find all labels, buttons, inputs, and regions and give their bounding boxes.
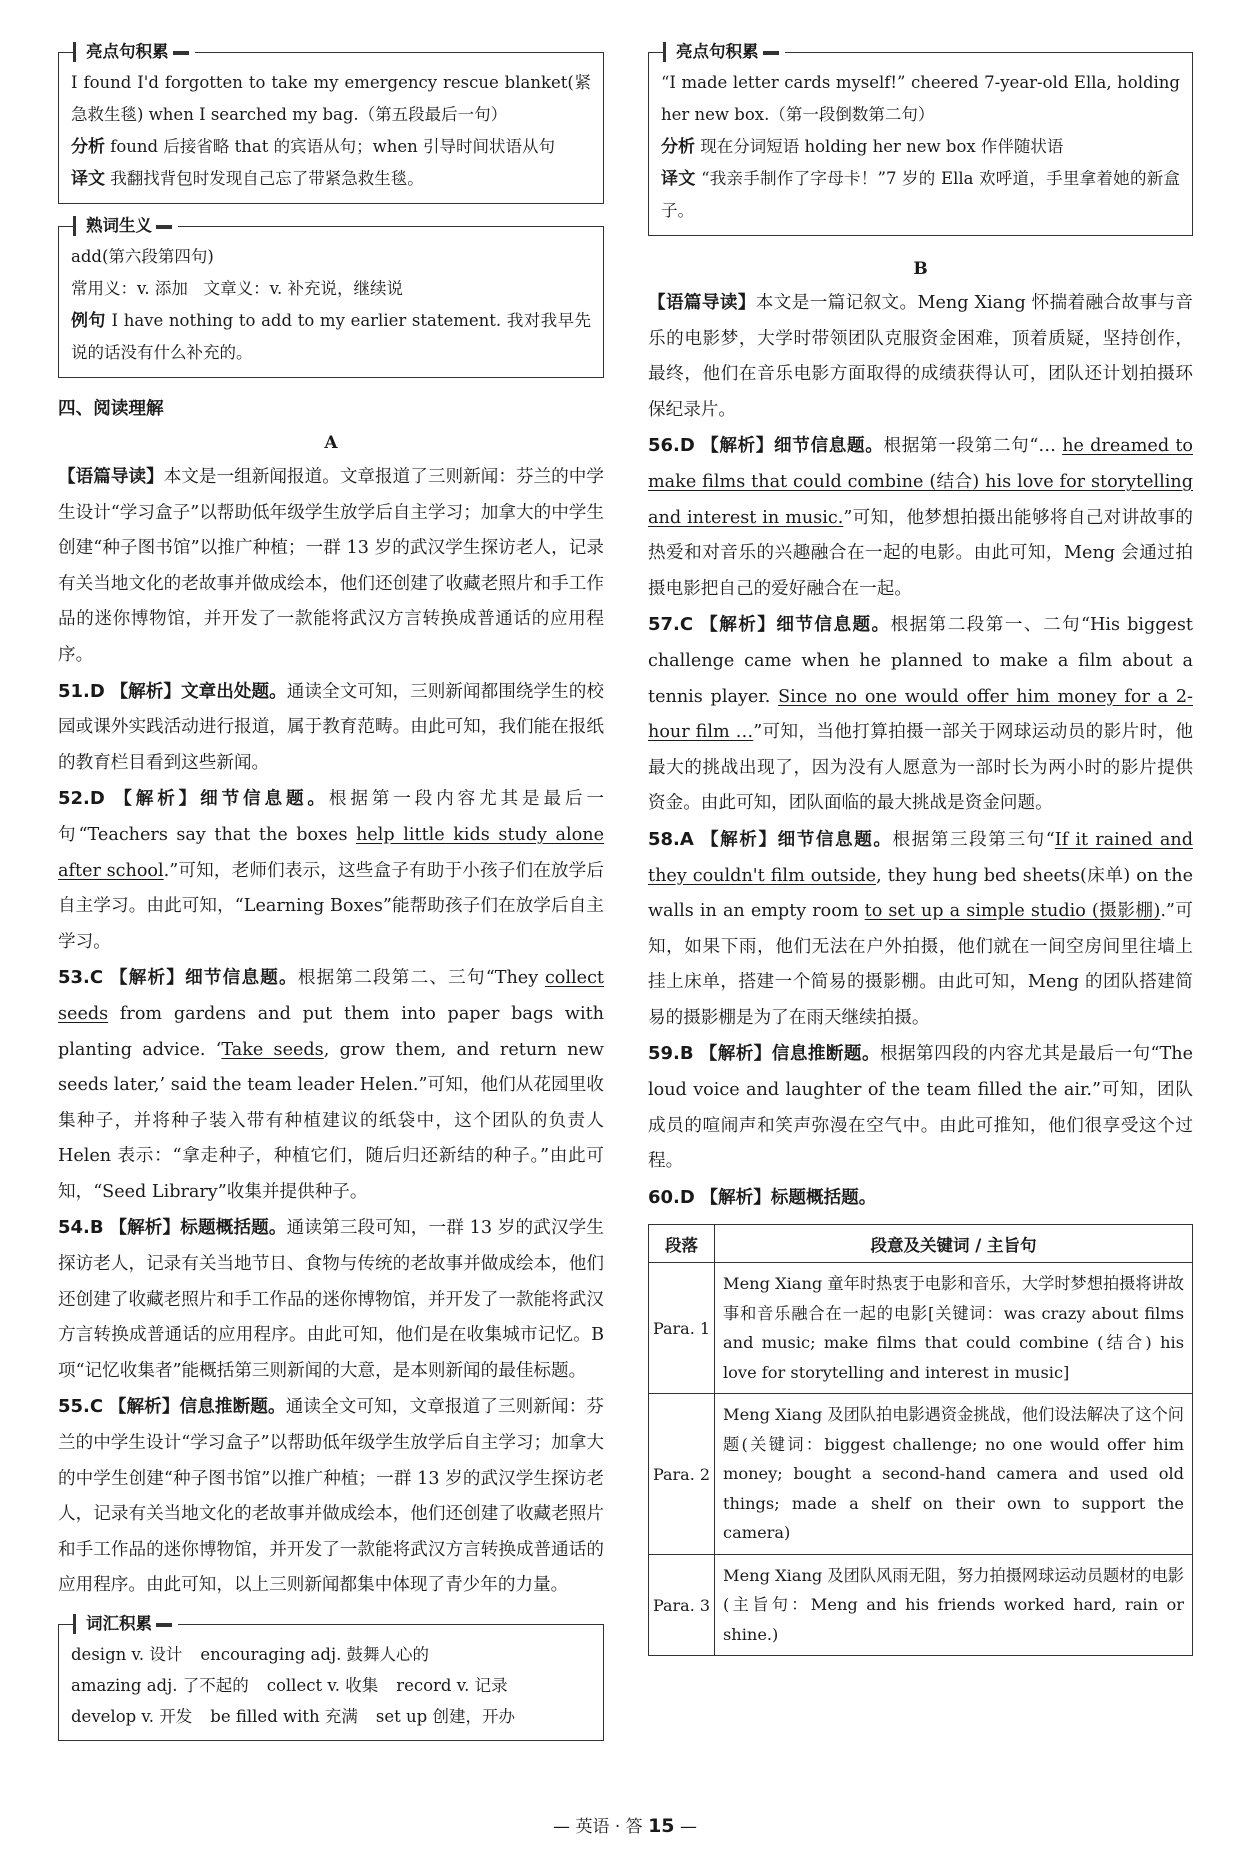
translation-label: 译文: [71, 169, 105, 189]
footer-dash: —: [679, 1817, 697, 1837]
vocab-row: amazing adj. 了不起的 collect v. 收集 record v. 记录: [71, 1676, 508, 1695]
answer-54: 54.B 【解析】标题概括题。通读第三段可知，一群 13 岁的武汉学生探访老人，记录有关当地节日、食物与传统的老故事并做成绘本，他们还创建了收藏老照片和手工作品的迷你博物馆，并开发了一款能将武汉方言转换成普通话的应用程序。由此可知，他们是在收集城市记忆。B 项“记忆收集者”能概括第三则新闻的大意，是本则新闻的最佳标题。: [58, 1217, 605, 1381]
answer-58: 58.A 【解析】细节信息题。根据第三段第三句“If it rained and they couldn't film outside, they hung bed sheets(床单) on the walls in an empty room to set up a simple studio (摄影棚).”可知，如果下雨，他们无法在户外拍摄，他们就在一间空房间里往墙上挂上床单，搭建一个简易的摄影棚。由此可知，Meng 的团队搭建简易的摄影棚是为了在雨天继续拍摄。: [648, 828, 1194, 1028]
passage-letter: A: [324, 433, 338, 453]
table-row: [649, 1554, 1193, 1656]
answer-59: 59.B 【解析】信息推断题。根据第四段的内容尤其是最后一句“The loud voice and laughter of the team filled the air.”可知，团队成员的喧闹声和笑声弥漫在空气中。由此可推知，他们很享受这个过程。: [648, 1043, 1193, 1172]
table-cell-desc: Meng Xiang 及团队拍电影遇资金挑战，他们设法解决了这个问题(关键词：biggest challenge; no one would offer him money; bought a second-hand camera and used old things; made a shelf on their own to support the camera): [715, 1394, 1193, 1555]
table-cell-para: Para. 3: [649, 1554, 715, 1656]
word-entry: add(第六段第四句): [71, 247, 214, 266]
analysis-line: [71, 131, 591, 163]
vocab-box: [58, 1614, 604, 1741]
answer-52: 52.D 【解析】细节信息题。根据第一段内容尤其是最后一句“Teachers say that the boxes help little kids study alone after school.”可知，老师们表示，这些盒子有助于小孩子们在放学后自主学习。由此可知，“Learning Boxes”能帮助孩子们在放学后自主学习。: [58, 788, 605, 952]
table-cell-desc: Meng Xiang 及团队风雨无阻，努力拍摄网球运动员题材的电影(主旨句：Meng and his friends worked hard, rain or shine.): [715, 1554, 1193, 1656]
box-title: 熟词生义: [73, 216, 178, 236]
table-cell-desc: Meng Xiang 童年时热衷于电影和音乐，大学时梦想拍摄将讲故事和音乐融合在一起的电影[关键词：was crazy about films and music; make films that could combine (结合) his love for storytelling and interest in music]: [715, 1263, 1193, 1394]
translation-label: 译文: [661, 169, 696, 189]
analysis-label: 分析: [71, 137, 105, 157]
section-heading: 四、阅读理解: [58, 399, 164, 419]
meaning-line: 常用义：v. 添加 文章义：v. 补充说，继续说: [71, 279, 403, 298]
left-column: [58, 42, 605, 1741]
vocab-row: design v. 设计 encouraging adj. 鼓舞人心的: [71, 1645, 430, 1664]
example-line: [71, 305, 591, 369]
translation-text: 我翻找背包时发现自己忘了带紧急救生毯。: [110, 169, 424, 188]
answer-57: 57.C 【解析】细节信息题。根据第二段第一、二句“His biggest challenge came when he planned to make a film about a tennis player. Since no one would offer him money for a 2-hour film …”可知，当他打算拍摄一部关于网球运动员的影片时，他最大的挑战出现了，因为没有人愿意为一部时长为两小时的影片提供资金。由此可知，团队面临的最大挑战是资金问题。: [648, 614, 1193, 814]
page-number: 15: [648, 1815, 675, 1837]
footer-subject: — 英语 · 答: [553, 1817, 643, 1837]
answer-60: 60.D 【解析】标题概括题。: [648, 1186, 877, 1208]
table-cell-para: Para. 2: [649, 1394, 715, 1555]
highlight-sentence: I found I'd forgotten to take my emergency rescue blanket(紧急救生毯) when I searched my bag.（第五段最后一句）: [71, 73, 591, 124]
analysis-text: found 后接省略 that 的宾语从句；when 引导时间状语从句: [110, 137, 555, 156]
table-header: 段意及关键词 / 主旨句: [715, 1225, 1193, 1263]
highlight-sentence-box: [58, 42, 604, 204]
analysis-line: [661, 131, 1180, 163]
translation-text: “我亲手制作了字母卡！”7 岁的 Ella 欢呼道，手里拿着她的新盒子。: [661, 169, 1180, 220]
analysis-text: 现在分词短语 holding her new box 作伴随状语: [700, 137, 1064, 156]
box-title: 词汇积累: [73, 1614, 178, 1634]
highlight-sentence: “I made letter cards myself!” cheered 7-year-old Ella, holding her new box.（第一段倒数第二句）: [661, 73, 1180, 124]
table-row: [649, 1263, 1193, 1394]
box-title: 亮点句积累: [663, 42, 785, 62]
passage-intro: 【语篇导读】本文是一篇记叙文。Meng Xiang 怀揣着融合故事与音乐的电影梦，大学时带领团队克服资金困难，顶着质疑，坚持创作，最终，他们在音乐电影方面取得的成绩获得认可，团队还计划拍摄环保纪录片。: [648, 293, 1193, 420]
analysis-label: 分析: [661, 137, 695, 157]
example-text: I have nothing to add to my earlier statement. 我对我早先说的话没有什么补充的。: [71, 311, 592, 362]
table-cell-para: Para. 1: [649, 1263, 715, 1394]
passage-letter: B: [913, 259, 928, 279]
translation-line: [71, 163, 591, 195]
highlight-sentence-box: [648, 42, 1193, 236]
paragraph-summary-table: [648, 1224, 1193, 1656]
table-header-row: [649, 1225, 1193, 1263]
answer-55: 55.C 【解析】信息推断题。通读全文可知，文章报道了三则新闻：芬兰的中学生设计“学习盒子”以帮助低年级学生放学后自主学习；加拿大的中学生创建“种子图书馆”以推广种植；一群 13 岁的武汉学生探访老人，记录有关当地文化的老故事并做成绘本，他们还创建了收藏老照片和手工作品的迷你博物馆，并开发了一款能将武汉方言转换成普通话的应用程序。由此可知，以上三则新闻都集中体现了青少年的力量。: [58, 1396, 604, 1596]
page-footer: [0, 1812, 1250, 1837]
box-title: 亮点句积累: [73, 42, 195, 62]
answer-51: 51.D 【解析】文章出处题。通读全文可知，三则新闻都围绕学生的校园或课外实践活动进行报道，属于教育范畴。由此可知，我们能在报纸的教育栏目看到这些新闻。: [58, 680, 604, 773]
right-column: [648, 42, 1194, 1656]
example-label: 例句: [71, 311, 106, 331]
word-meaning-box: [58, 216, 604, 378]
passage-intro: 【语篇导读】本文是一组新闻报道。文章报道了三则新闻：芬兰的中学生设计“学习盒子”以帮助低年级学生放学后自主学习；加拿大的中学生创建“种子图书馆”以推广种植；一群 13 岁的武汉学生探访老人，记录有关当地文化的老故事并做成绘本，他们还创建了收藏老照片和手工作品的迷你博物馆，并开发了一款能将武汉方言转换成普通话的应用程序。: [58, 467, 604, 665]
answer-53: 53.C 【解析】细节信息题。根据第二段第二、三句“They collect seeds from gardens and put them into paper bags with planting advice. ‘Take seeds, grow them, and return new seeds later,’ said the team leader Helen.”可知，他们从花园里收集种子，并将种子装入带有种植建议的纸袋中，这个团队的负责人 Helen 表示：“拿走种子，种植它们，随后归还新结的种子。”由此可知，“Seed Library”收集并提供种子。: [58, 967, 604, 1202]
table-row: [649, 1394, 1193, 1555]
answer-56: 56.D 【解析】细节信息题。根据第一段第二句“… he dreamed to make films that could combine (结合) his love for storytelling and interest in music.”可知，他梦想拍摄出能够将自己对讲故事的热爱和对音乐的兴趣融合在一起的电影。由此可知，Meng 会通过拍摄电影把自己的爱好融合在一起。: [648, 435, 1194, 599]
translation-line: [661, 163, 1180, 227]
table-header: 段落: [649, 1225, 715, 1263]
vocab-row: develop v. 开发 be filled with 充满 set up 创建，开办: [71, 1707, 515, 1726]
